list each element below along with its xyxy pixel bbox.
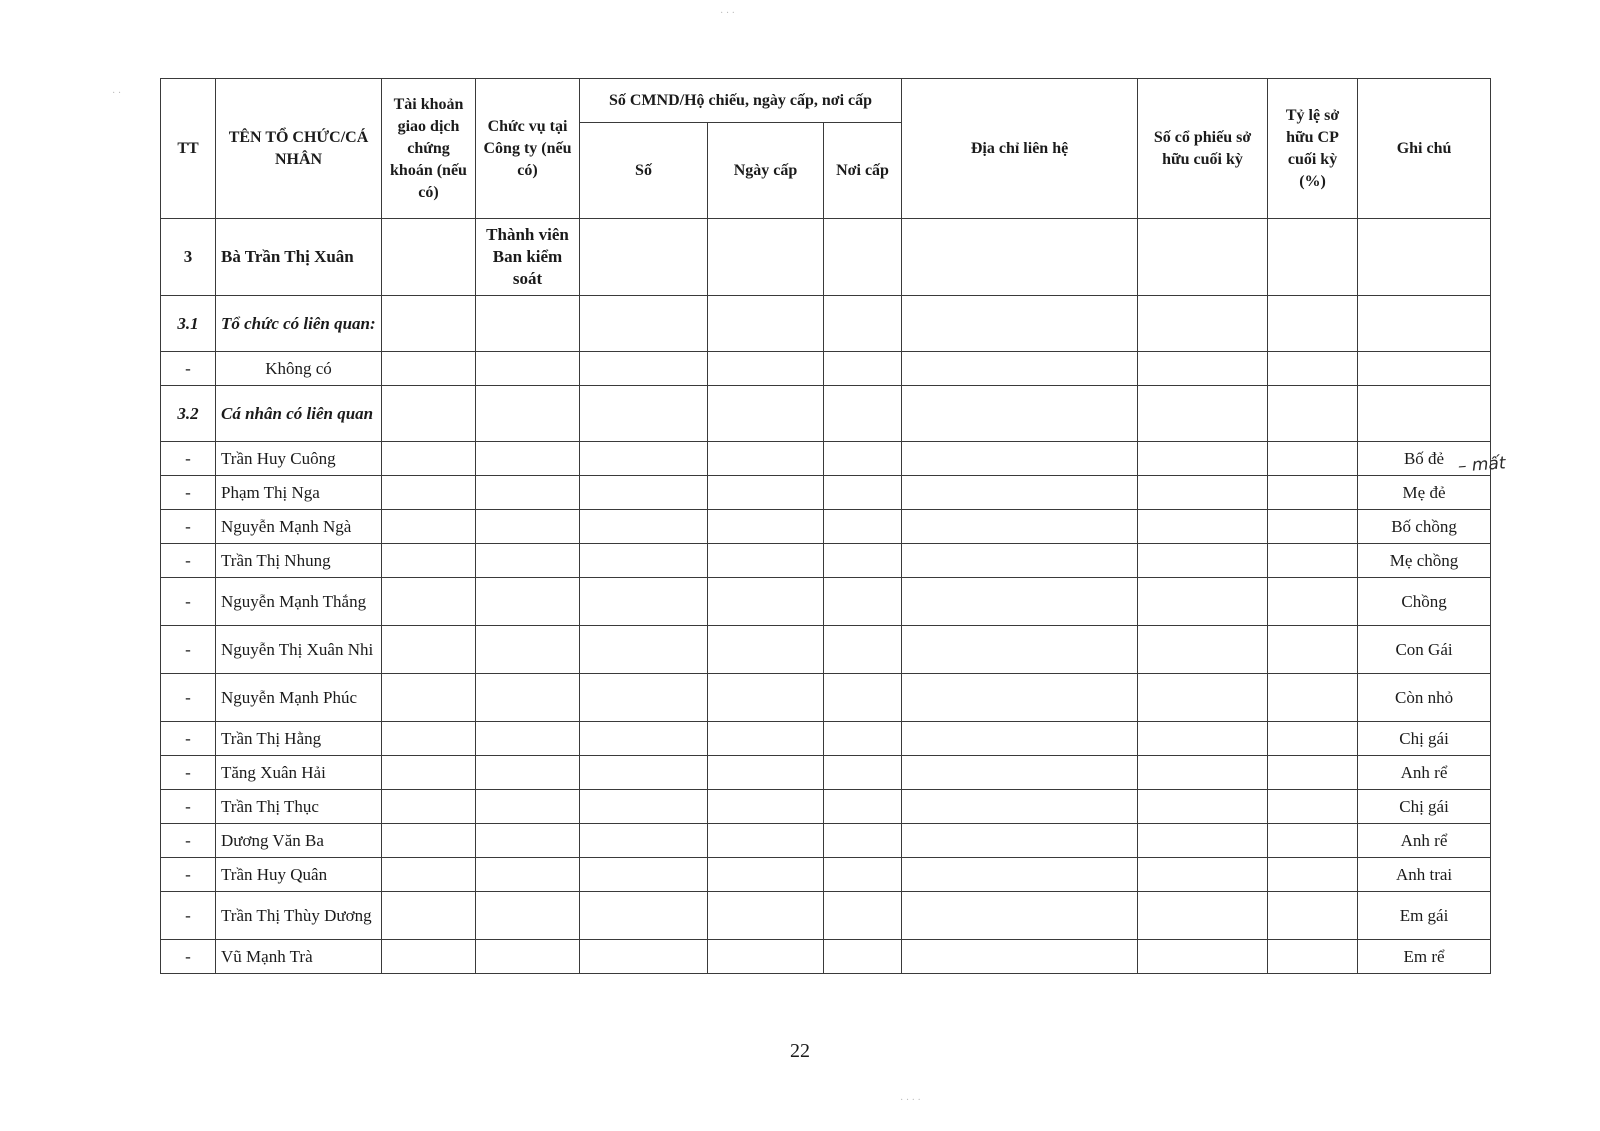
relative-tt: - xyxy=(161,674,216,722)
ind-section-label: Cá nhân có liên quan xyxy=(216,386,382,442)
person-position: Thành viên Ban kiểm soát xyxy=(476,219,580,296)
relative-name: Nguyễn Thị Xuân Nhi xyxy=(216,626,382,674)
relative-note: Em rể xyxy=(1358,940,1491,974)
relative-row xyxy=(161,824,1491,858)
relative-tt: - xyxy=(161,940,216,974)
org-none-tt: - xyxy=(161,352,216,386)
relative-row xyxy=(161,858,1491,892)
org-section-row xyxy=(161,296,1491,352)
relative-row xyxy=(161,722,1491,756)
header-address: Địa chỉ liên hệ xyxy=(902,79,1138,219)
relative-tt: - xyxy=(161,476,216,510)
header-id-date: Ngày cấp xyxy=(708,123,824,219)
relative-tt: - xyxy=(161,824,216,858)
relative-name: Nguyễn Mạnh Ngà xyxy=(216,510,382,544)
relative-name: Trần Thị Hằng xyxy=(216,722,382,756)
relative-note: Mẹ chồng xyxy=(1358,544,1491,578)
header-shares: Số cổ phiếu sở hữu cuối kỳ xyxy=(1138,79,1268,219)
relative-name: Tăng Xuân Hải xyxy=(216,756,382,790)
relative-note: Chị gái xyxy=(1358,790,1491,824)
relative-note: Bố chồng xyxy=(1358,510,1491,544)
relative-name: Trần Thị Nhung xyxy=(216,544,382,578)
relative-row xyxy=(161,442,1491,476)
org-none-row xyxy=(161,352,1491,386)
relative-tt: - xyxy=(161,722,216,756)
header-account: Tài khoản giao dịch chứng khoán (nếu có) xyxy=(382,79,476,219)
relative-note: Chị gái xyxy=(1358,722,1491,756)
person-tt: 3 xyxy=(161,219,216,296)
relative-note: Chồng xyxy=(1358,578,1491,626)
header-tt: TT xyxy=(161,79,216,219)
org-none-name: Không có xyxy=(216,352,382,386)
org-section-label: Tổ chức có liên quan: xyxy=(216,296,382,352)
relative-name: Nguyễn Mạnh Phúc xyxy=(216,674,382,722)
header-position: Chức vụ tại Công ty (nếu có) xyxy=(476,79,580,219)
header-id-number: Số xyxy=(580,123,708,219)
relative-row xyxy=(161,940,1491,974)
relative-tt: - xyxy=(161,510,216,544)
relative-tt: - xyxy=(161,756,216,790)
relative-tt: - xyxy=(161,544,216,578)
relative-row xyxy=(161,578,1491,626)
relative-note: Con Gái xyxy=(1358,626,1491,674)
relative-name: Nguyễn Mạnh Thắng xyxy=(216,578,382,626)
relative-row xyxy=(161,510,1491,544)
relative-row xyxy=(161,626,1491,674)
relative-name: Vũ Mạnh Trà xyxy=(216,940,382,974)
relative-name: Trần Thị Thùy Dương xyxy=(216,892,382,940)
relative-tt: - xyxy=(161,442,216,476)
relative-tt: - xyxy=(161,626,216,674)
relative-row xyxy=(161,674,1491,722)
relative-name: Trần Huy Cuông xyxy=(216,442,382,476)
relative-note: Em gái xyxy=(1358,892,1491,940)
scan-speck: · · · xyxy=(720,8,735,19)
relative-tt: - xyxy=(161,858,216,892)
page-number: 22 xyxy=(790,1040,810,1062)
person-row xyxy=(161,219,1491,296)
scan-speck: · · · · xyxy=(900,1095,921,1106)
relative-row xyxy=(161,544,1491,578)
handwritten-note: – mất xyxy=(1457,453,1507,477)
header-id-place: Nơi cấp xyxy=(824,123,902,219)
relative-row xyxy=(161,756,1491,790)
relative-row xyxy=(161,476,1491,510)
header-name: TÊN TỔ CHỨC/CÁ NHÂN xyxy=(216,79,382,219)
ind-section-tt: 3.2 xyxy=(161,386,216,442)
relative-name: Trần Thị Thục xyxy=(216,790,382,824)
related-persons-table xyxy=(160,78,1491,974)
relative-name: Trần Huy Quân xyxy=(216,858,382,892)
relative-name: Phạm Thị Nga xyxy=(216,476,382,510)
relative-row xyxy=(161,790,1491,824)
relative-tt: - xyxy=(161,790,216,824)
person-name: Bà Trần Thị Xuân xyxy=(216,219,382,296)
relative-tt: - xyxy=(161,892,216,940)
header-id-group: Số CMND/Hộ chiếu, ngày cấp, nơi cấp xyxy=(580,79,902,123)
relative-note: Bố đẻ xyxy=(1358,442,1491,476)
relative-note: Anh rể xyxy=(1358,756,1491,790)
relative-note: Anh rể xyxy=(1358,824,1491,858)
org-section-tt: 3.1 xyxy=(161,296,216,352)
relative-name: Dương Văn Ba xyxy=(216,824,382,858)
header-note: Ghi chú xyxy=(1358,79,1491,219)
relative-note: Anh trai xyxy=(1358,858,1491,892)
relative-tt: - xyxy=(161,578,216,626)
header-ratio: Tỷ lệ sở hữu CP cuối kỳ (%) xyxy=(1268,79,1358,219)
relative-row xyxy=(161,892,1491,940)
relative-note: Còn nhỏ xyxy=(1358,674,1491,722)
ind-section-row xyxy=(161,386,1491,442)
scan-speck: · · xyxy=(112,88,122,99)
relative-note: Mẹ đẻ xyxy=(1358,476,1491,510)
